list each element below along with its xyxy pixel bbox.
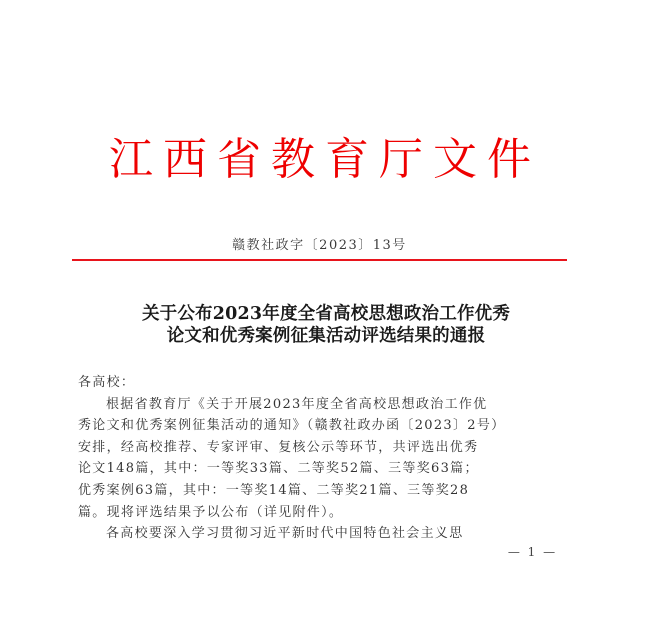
document-number: 赣教社政字〔2023〕13号 — [232, 238, 407, 253]
body-line: 根据省教育厅《关于开展2023年度全省高校思想政治工作优 — [106, 396, 488, 412]
body-line: 论文148篇，其中：一等奖33篇、二等奖52篇、三等奖63篇； — [78, 461, 479, 477]
notice-title-line-1: 关于公布2023年度全省高校思想政治工作优秀 — [141, 304, 511, 324]
body-line: 优秀案例63篇，其中：一等奖14篇、二等奖21篇、三等奖28 — [78, 482, 470, 498]
body-line: 篇。现将评选结果予以公布（详见附件）。 — [78, 504, 344, 520]
notice-title — [62, 303, 590, 347]
notice-title-line-2: 论文和优秀案例征集活动评选结果的通报 — [166, 326, 486, 346]
body-line: 秀论文和优秀案例征集活动的通知》（赣教社政办函〔2023〕2号） — [78, 418, 506, 434]
body-line: 各高校要深入学习贯彻习近平新时代中国特色社会主义思 — [106, 526, 464, 542]
salutation: 各高校： — [78, 375, 136, 390]
body-line: 安排，经高校推荐、专家评审、复核公示等环节，共评选出优秀 — [78, 439, 479, 455]
page-number: — 1 — — [507, 545, 558, 559]
red-divider-line — [72, 259, 567, 261]
document-body — [78, 372, 572, 545]
document-header-title: 江西省教育厅文件 — [109, 134, 541, 185]
